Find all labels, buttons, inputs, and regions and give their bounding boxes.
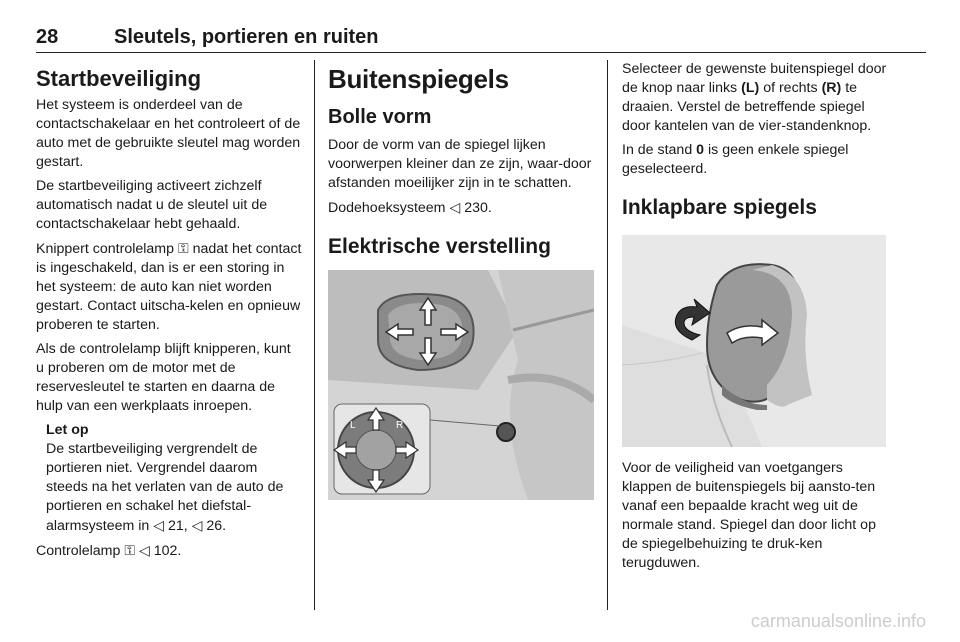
note-title: Let op [46,422,89,438]
paragraph [622,60,890,136]
text: is geen enkele spiegel geselecteerd. [622,142,849,177]
paragraph: Voor de veiligheid van voetgangers klappen de buitenspiegels bij aansto-ten vanaf een bepaalde kracht weg uit de normale stand. Spiegel dan door licht op de spiegelbehuizing te druk-ken terugduwen. [622,460,876,571]
text-bold: 0 [696,142,705,158]
paragraph [36,239,302,335]
mirror-control-illustration [328,270,594,500]
header-rule [36,52,926,53]
text: In de stand [622,142,693,158]
figure-folding-mirror [622,235,886,447]
text-bold: (L) [741,80,760,96]
text-bold: (R) [821,80,842,96]
paragraph [622,141,890,179]
label-l: L [350,420,356,431]
column-divider-2 [607,60,608,610]
section-heading-buitenspiegels: Buitenspiegels [328,64,509,94]
note-box [46,421,302,536]
text: Dodehoeksysteem [328,200,446,216]
text: of rechts [763,80,818,96]
folding-mirror-illustration [622,235,886,447]
text: Controlelamp [36,543,121,559]
paragraph: Het systeem is onderdeel van de contactschakelaar en het controleert of de auto met de gebruikte sleutel mag worden gestart. [36,97,301,170]
page-ref-arrow-icon: ◁ [153,517,165,533]
watermark: carmanualsonline.info [750,611,926,631]
column-divider-1 [314,60,315,610]
text: te draaien. Verstel de betreffende spiegel door kantelen van de vier-standenknop. [622,80,872,134]
immobiliser-lamp-icon: ⚿ [177,240,189,256]
text: Selecteer de gewenste buitenspiegel door de knop naar links [622,61,887,96]
text: Knippert controlelamp [36,241,175,257]
paragraph: De startbeveiliging activeert zichzelf automatisch nadat u de sleutel uit de contactschakelaar hebt gehaald. [36,178,268,232]
page-number: 28 [36,26,59,48]
note-text [46,440,302,536]
page-ref-arrow-icon: ◁ [138,542,150,558]
subheading-bolle-vorm: Bolle vorm [328,106,432,128]
text: nadat het contact is ingeschakeld, dan is er een storing in het systeem: de auto kan niet worden gestart. Contact uitscha-kelen en opnieuw proberen te starten. [36,241,302,333]
text: De startbeveiliging vergrendelt de portieren niet. Vergrendel daarom steeds na het verlaten van de auto de portieren en schakel het diefstal-alarmsysteem in [46,441,284,534]
immobiliser-lamp-icon: ⚿ [124,542,135,558]
column-spiegels-2 [622,60,890,578]
column-buitenspiegels [328,60,594,512]
label-r: R [396,420,404,431]
page-ref-arrow-icon: ◁ [191,517,203,533]
column-startbeveiliging [36,60,302,566]
subheading-inklapbare-spiegels: Inklapbare spiegels [622,196,817,219]
figure-electric-mirror-adjust [328,270,594,500]
paragraph: Door de vorm van de spiegel lijken voorwerpen kleiner dan ze zijn, waar-door afstanden moeilijker zijn in te schatten. [328,137,592,191]
page-ref-arrow-icon: ◁ [449,199,461,215]
page-ref[interactable]: 21, [167,518,188,534]
paragraph: Als de controlelamp blijft knipperen, kunt u proberen om de motor met de reservesleutel te starten en daarna de hulp van een werkplaats inroepen. [36,341,291,414]
page-ref[interactable]: 230. [464,200,492,216]
page-ref[interactable]: 26. [206,518,227,534]
page-ref[interactable]: 102. [153,543,182,559]
paragraph [36,541,302,561]
section-heading-startbeveiliging: Startbeveiliging [36,66,202,91]
paragraph [328,198,594,218]
subheading-elektrische-verstelling: Elektrische verstelling [328,235,551,258]
chapter-title: Sleutels, portieren en ruiten [114,26,379,48]
page-header [36,26,926,52]
